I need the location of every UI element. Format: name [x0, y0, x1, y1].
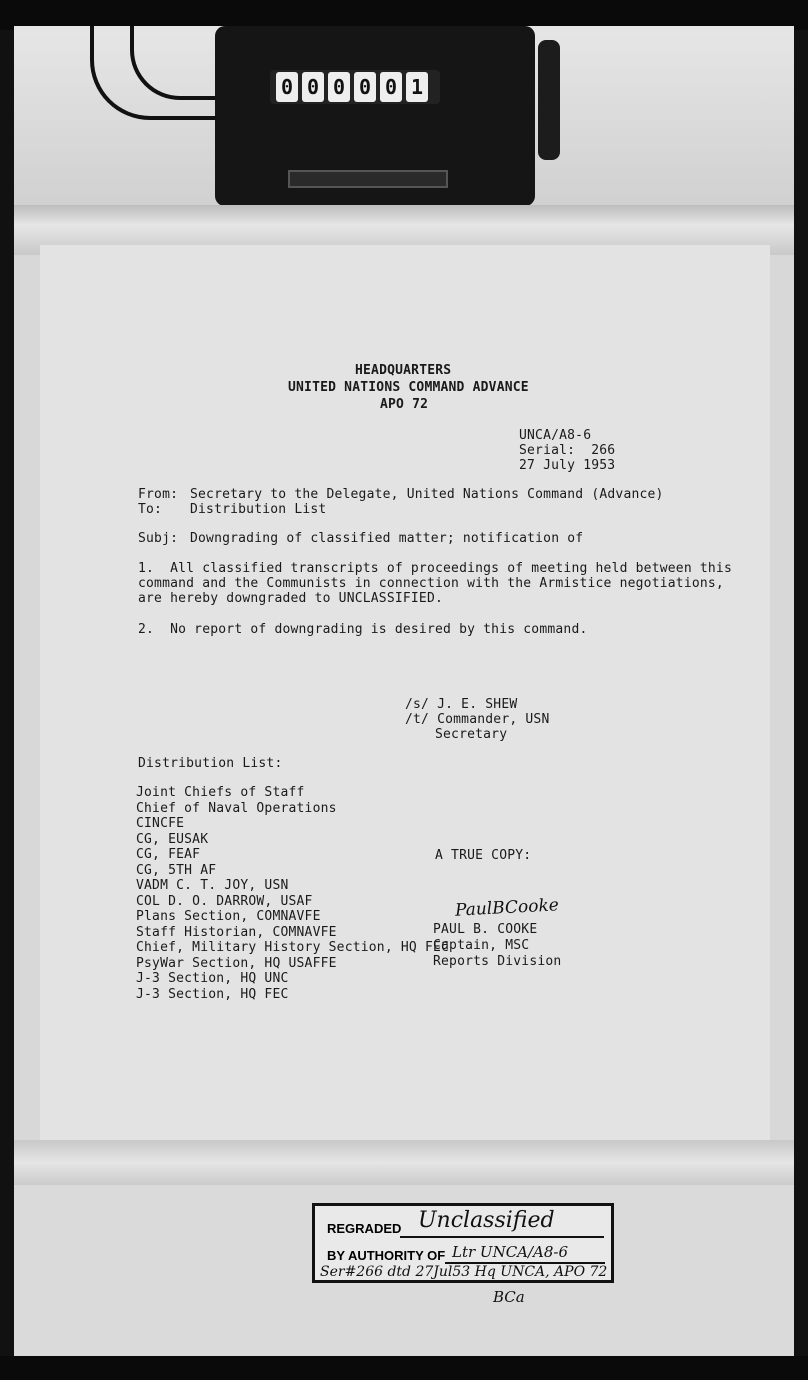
paragraph-1-line: are hereby downgraded to UNCLASSIFIED.	[138, 591, 444, 606]
document-date: 27 July 1953	[519, 458, 616, 473]
paragraph-1-line: 1. All classified transcripts of proceedings of meeting held between this	[138, 561, 732, 576]
distribution-item: Plans Section, COMNAVFE	[136, 909, 321, 924]
distribution-item: Chief, Military History Section, HQ FEC	[136, 940, 450, 955]
counter-digit: 0	[380, 72, 402, 102]
regraded-value: Unclassified	[418, 1208, 555, 1233]
certifier-division: Reports Division	[433, 954, 562, 969]
serial-number: Serial: 266	[519, 443, 616, 458]
authority-value: Ltr UNCA/A8-6	[452, 1243, 569, 1261]
signature-rank: /t/ Commander, USN	[405, 712, 550, 727]
handwritten-signature: PaulBCooke	[454, 895, 560, 921]
counter-digit: 0	[328, 72, 350, 102]
distribution-item: Staff Historian, COMNAVFE	[136, 924, 337, 940]
distribution-title: Distribution List:	[138, 756, 283, 771]
counter-knob	[538, 40, 560, 160]
authority-label: BY AUTHORITY OF	[327, 1248, 446, 1263]
distribution-item: CG, EUSAK	[136, 831, 209, 847]
paragraph-2: 2. No report of downgrading is desired by this command.	[138, 622, 588, 637]
true-copy-label: A TRUE COPY:	[435, 848, 532, 863]
counter-digit: 0	[302, 72, 324, 102]
to-label: To:	[138, 502, 163, 517]
subject-value: Downgrading of classified matter; notification of	[190, 531, 584, 546]
distribution-item: J-3 Section, HQ UNC	[136, 971, 289, 986]
letterhead-apo: APO 72	[380, 397, 429, 412]
film-border-bottom	[0, 1356, 808, 1380]
letterhead-title: HEADQUARTERS	[355, 363, 452, 378]
certifier-name: PAUL B. COOKE	[433, 922, 538, 937]
authority-detail: Ser#266 dtd 27Jul53 Hq UNCA, APO 72	[320, 1264, 608, 1280]
certifier-rank: Captain, MSC	[433, 938, 530, 953]
distribution-item: VADM C. T. JOY, USN	[136, 878, 289, 893]
regraded-underline	[400, 1236, 604, 1238]
signature-name: /s/ J. E. SHEW	[405, 697, 518, 712]
subject-label: Subj:	[138, 531, 179, 546]
distribution-item: Joint Chiefs of Staff	[136, 785, 305, 800]
signature-title: Secretary	[435, 727, 508, 742]
letterhead-command: UNITED NATIONS COMMAND ADVANCE	[288, 380, 529, 395]
distribution-item: PsyWar Section, HQ USAFFE	[136, 955, 337, 971]
frame-counter-digits	[270, 70, 440, 104]
to-value: Distribution List	[190, 502, 327, 517]
reviewer-initials: BCa	[493, 1288, 525, 1306]
distribution-item: COL D. O. DARROW, USAF	[136, 893, 313, 909]
from-value: Secretary to the Delegate, United Nations Command (Advance)	[190, 487, 664, 502]
counter-digit: 0	[354, 72, 376, 102]
distribution-item: CG, FEAF	[136, 847, 201, 862]
paragraph-1-line: command and the Communists in connection with the Armistice negotiations,	[138, 576, 724, 591]
clip-bar-bottom	[14, 1140, 794, 1185]
distribution-item: J-3 Section, HQ FEC	[136, 986, 289, 1002]
distribution-item: CINCFE	[136, 816, 185, 831]
regraded-label: REGRADED	[327, 1221, 402, 1236]
from-label: From:	[138, 487, 179, 502]
counter-digit: 1	[406, 72, 428, 102]
counter-slot	[288, 170, 448, 188]
counter-digit: 0	[276, 72, 298, 102]
distribution-item: CG, 5TH AF	[136, 862, 217, 878]
file-reference: UNCA/A8-6	[519, 428, 592, 443]
distribution-item: Chief of Naval Operations	[136, 800, 337, 816]
